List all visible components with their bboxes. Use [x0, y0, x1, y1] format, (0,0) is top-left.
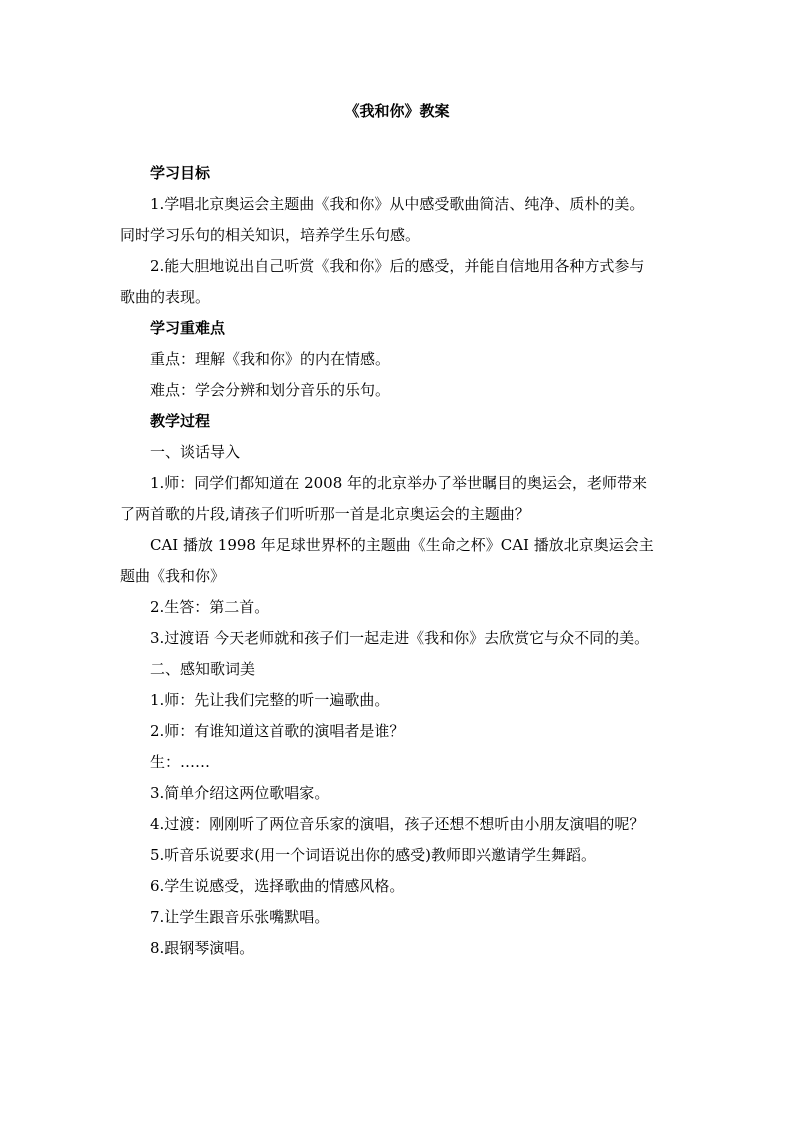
paragraph-line: 难点：学会分辨和划分音乐的乐句。 [150, 381, 391, 399]
paragraph-line: 4.过渡：刚刚听了两位音乐家的演唱，孩子还想不想听由小朋友演唱的呢？ [150, 815, 645, 833]
document-title: 《我和你》教案 [344, 102, 450, 120]
paragraph-line: 1.学唱北京奥运会主题曲《我和你》从中感受歌曲简洁、纯净、质朴的美。 [150, 195, 645, 213]
paragraph-line: 3.过渡语 今天老师就和孩子们一起走进《我和你》去欣赏它与众不同的美。 [150, 629, 650, 647]
paragraph-line: 题曲《我和你》 [120, 567, 226, 585]
paragraph-line: 2.能大胆地说出自己听赏《我和你》后的感受，并能自信地用各种方式参与 [150, 257, 645, 275]
paragraph-line: 3.简单介绍这两位歌唱家。 [150, 784, 330, 802]
section-heading: 学习重难点 [150, 319, 226, 337]
paragraph-line: 2.师：有谁知道这首歌的演唱者是谁？ [150, 722, 405, 740]
paragraph-line: 1.师：同学们都知道在 2008 年的北京举办了举世瞩目的奥运会，老师带来 [150, 474, 648, 492]
paragraph-line: 1.师：先让我们完整的听一遍歌曲。 [150, 691, 390, 709]
section-heading: 学习目标 [150, 164, 211, 182]
paragraph-line: 同时学习乐句的相关知识，培养学生乐句感。 [120, 226, 421, 244]
paragraph-line: 一、谈话导入 [150, 443, 241, 461]
paragraph-line: 6.学生说感受，选择歌曲的情感风格。 [150, 877, 405, 895]
paragraph-line: 7.让学生跟音乐张嘴默唱。 [150, 908, 330, 926]
paragraph-line: 重点：理解《我和你》的内在情感。 [150, 350, 391, 368]
section-heading: 教学过程 [150, 412, 211, 430]
paragraph-line: CAI 播放 1998 年足球世界杯的主题曲《生命之杯》CAI 播放北京奥运会主 [150, 536, 654, 554]
paragraph-line: 了两首歌的片段,请孩子们听听那一首是北京奥运会的主题曲？ [120, 505, 530, 523]
document-body [120, 158, 680, 964]
paragraph-line: 2.生答：第二首。 [150, 598, 270, 616]
paragraph-line: 生：…… [150, 753, 211, 771]
paragraph-line: 5.听音乐说要求(用一个词语说出你的感受)教师即兴邀请学生舞蹈。 [150, 846, 597, 864]
paragraph-line: 歌曲的表现。 [120, 288, 211, 306]
paragraph-line: 8.跟钢琴演唱。 [150, 939, 255, 957]
paragraph-line: 二、感知歌词美 [150, 660, 256, 678]
